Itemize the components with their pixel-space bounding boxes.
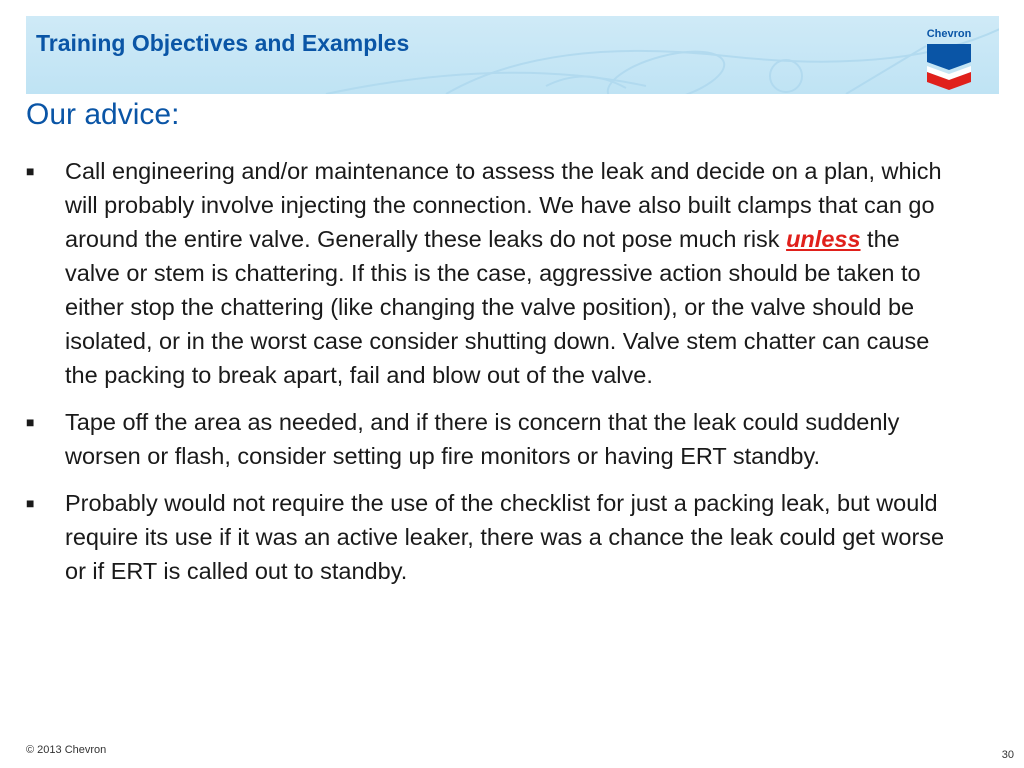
- bullet-text: Tape off the area as needed, and if there is concern that the leak could suddenly worsen or flash, consider setting up fire monitors or having ERT standby.: [65, 409, 900, 469]
- bullet-item: [26, 154, 956, 392]
- emphasis-word: unless: [786, 226, 861, 252]
- bullet-square-icon: ■: [26, 495, 35, 511]
- bullet-text-part: Call engineering and/or maintenance to assess the leak and decide on a plan, which will probably involve injecting the connection. We have also built clamps that can go around the entire valve. Generally these leaks do not pose much risk: [65, 158, 942, 252]
- bullet-item: [26, 405, 956, 473]
- copyright-notice: © 2013 Chevron: [26, 744, 107, 756]
- chevron-shield-icon: [925, 42, 973, 90]
- logo-wordmark: Chevron: [926, 28, 972, 40]
- subtitle: Our advice:: [26, 98, 180, 131]
- header-band: [26, 16, 999, 94]
- slide-header-title: Training Objectives and Examples: [36, 30, 410, 56]
- bullet-text: Probably would not require the use of the checklist for just a packing leak, but would require its use if it was an active leaker, there was a chance the leak could get worse or if ERT is called out to standby.: [65, 490, 945, 584]
- bullet-text-part: the valve or stem is chattering. If this is the case, aggressive action should be taken to either stop the chattering (like changing the valve position), or the valve should be isolated, or in the worst case consider shutting down. Valve stem chatter can cause the packing to break apart, fail and blow out of the valve.: [65, 226, 930, 388]
- page-number: 30: [1001, 749, 1014, 761]
- bullet-list: [26, 154, 956, 601]
- bullet-square-icon: ■: [26, 163, 35, 179]
- bullet-item: [26, 486, 956, 588]
- bullet-square-icon: ■: [26, 414, 35, 430]
- chevron-logo: [921, 28, 977, 90]
